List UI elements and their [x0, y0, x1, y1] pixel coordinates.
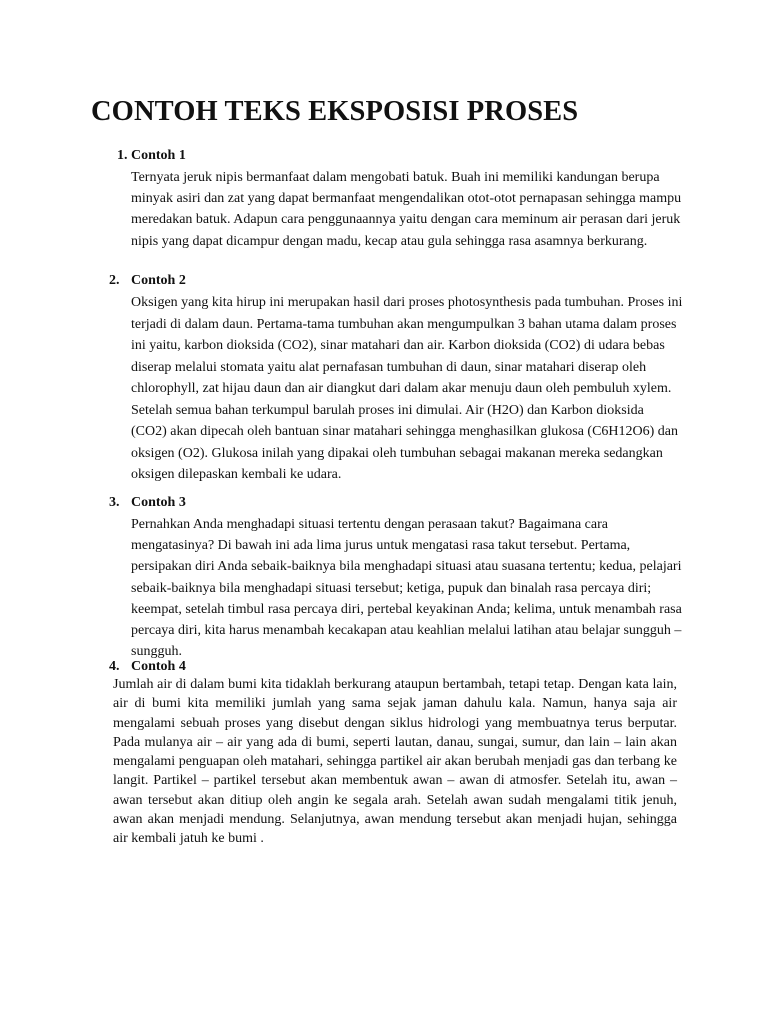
list-item-heading: Contoh 1 [131, 148, 186, 163]
list-item-contoh-1 [0, 146, 768, 271]
list-item-contoh-3 [0, 493, 768, 660]
list-item-number: 2. [109, 273, 120, 288]
list-item-paragraph: Pernahkan Anda menghadapi situasi tertentu dengan perasaan takut? Bagaimana cara mengatasinya? Di bawah ini ada lima jurus untuk mengatasi rasa takut tersebut. Pertama, persipakan diri Anda sebaik-baiknya bila menghadapi situasi atau suasana tertentu; kedua, pelajari sebaik-baiknya bila menghadapi situasi tersebut; ketiga, pupuk dan binalah rasa percaya diri; keempat, setelah timbul rasa percaya diri, pertebal keyakinan Anda; kelima, untuk menambah rasa percaya diri, kita harus menambah kecakapan atau keahlian melalui latihan atau belajar sungguh – sungguh. [131, 517, 682, 660]
list-item-heading: Contoh 4 [131, 659, 186, 674]
list-item-paragraph: Ternyata jeruk nipis bermanfaat dalam mengobati batuk. Buah ini memiliki kandungan berupa minyak asiri dan zat yang dapat bermanfaat mengendalikan otot-otot pernapasan sehingga mampu meredakan batuk. Adapun cara penggunaannya yaitu dengan cara meminum air perasan dari jeruk nipis yang dapat dicampur dengan madu, kecap atau gula sehingga rasa asamnya berkurang. [131, 169, 682, 249]
list-item-contoh-4 [0, 657, 768, 849]
list-item-number: 3. [109, 495, 120, 510]
example-list [0, 146, 768, 849]
list-item-heading: Contoh 2 [131, 273, 186, 288]
list-item-heading: Contoh 3 [131, 495, 186, 510]
list-item-number: 1. [117, 148, 128, 163]
list-item-paragraph: Jumlah air di dalam bumi kita tidaklah berkurang ataupun bertambah, tetapi tetap. Dengan kata lain, air di bumi kita memiliki jumlah yang sama sejak jaman dahulu kala. Namun, hanya saja air mengalami sebuah proses yang disebut dengan siklus hidrologi yang membuatnya terus berputar. Pada mulanya air – air yang ada di bumi, seperti lautan, danau, sungai, sumur, dan lain – lain akan mengalami penguapan oleh matahari, sehingga partikel air akan berubah menjadi gas dan terbang ke langit. Partikel – partikel tersebut akan membentuk awan – awan di atmosfer. Setelah itu, awan – awan tersebut akan ditiup oleh angin ke segala arah. Setelah awan sudah mengalami titik jenuh, awan akan menjadi mendung. Selanjutnya, awan mendung tersebut akan menjadi hujan, sehingga air kembali jatuh ke bumi . [113, 677, 677, 847]
list-item-paragraph: Oksigen yang kita hirup ini merupakan hasil dari proses photosynthesis pada tumbuhan. Proses ini terjadi di dalam daun. Pertama-tama tumbuhan akan mengumpulkan 3 bahan utama dalam proses ini yaitu, karbon dioksida (CO2), sinar matahari dan air. Karbon dioksida (CO2) di udara bebas diserap melalui stomata yaitu alat pernafasan tumbuhan di daun, sinar matahari diserap oleh chlorophyll, zat hijau daun dan air diangkut dari dalam akar menuju daun oleh pembuluh xylem. Setelah semua bahan terkumpul barulah proses ini dimulai. Air (H2O) dan Karbon dioksida (CO2) akan dipecah oleh bantuan sinar matahari sehingga menghasilkan glukosa (C6H12O6) dan oksigen (O2). Glukosa inilah yang dipakai oleh tumbuhan sebagai makanan mereka sedangkan oksigen dilepaskan kembali ke udara. [131, 295, 683, 482]
list-item-number: 4. [109, 659, 120, 674]
page-title: CONTOH TEKS EKSPOSISI PROSES [91, 96, 579, 127]
list-item-contoh-2 [0, 271, 768, 493]
